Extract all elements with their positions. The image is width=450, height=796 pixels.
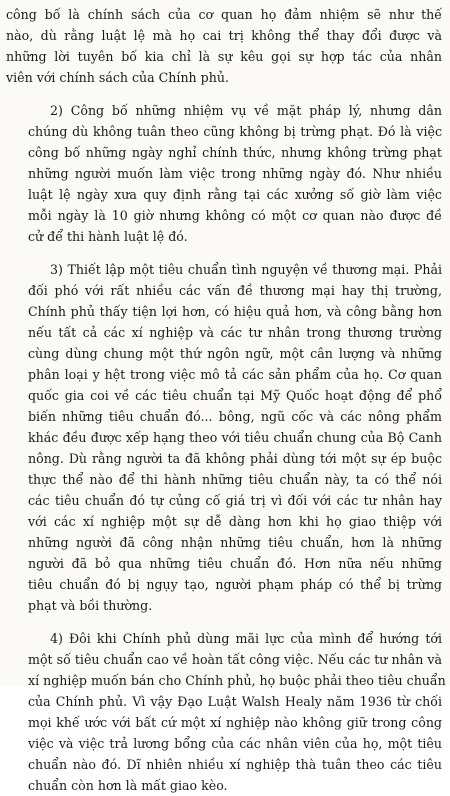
text-line: nào, dù rằng luật lệ mà họ cai trị không thể thay đổi được và (6, 28, 442, 43)
text-line: thực thể nào để thi hành những tiêu chuẩn này, ta có thể nói (28, 472, 442, 487)
text-line: biến những tiêu chuẩn đó... bông, ngũ cốc và các nông phẩm (28, 409, 442, 424)
text-line: một số tiêu chuẩn cao về hoàn tất công việc. Nếu các tư nhân và (28, 652, 442, 667)
text-line: đối phó với rất nhiều các vấn đề thương mại hay thị trường, (28, 283, 442, 298)
text-line: những người muốn làm việc trong những ngày đó. Như nhiều (28, 166, 442, 181)
text-line: tiêu chuẩn đó bị ngụy tạo, người phạm pháp có thể bị trừng (28, 577, 442, 592)
text-line: Chính phủ thấy tiện lợi hơn, có hiệu quả hơn, và công bằng hơn (28, 304, 442, 319)
text-line: 4) Đôi khi Chính phủ dùng mãi lực của mình để hướng tới (50, 631, 442, 646)
text-line: chuẩn nào đó. Dĩ nhiên nhiều xí nghiệp thà tuân theo các tiêu (28, 757, 442, 772)
text-line: nông. Dù rằng người ta đã không phải dùng tới một sự ép buộc (28, 451, 442, 466)
paragraph-gap (6, 88, 442, 100)
text-line: 2) Công bố những nhiệm vụ về mặt pháp lý, nhưng dân (50, 103, 442, 118)
text-line: việc và việc trả lương bổng của các nhân viên của họ, một tiêu (28, 736, 442, 751)
paragraph-1 (6, 4, 442, 88)
text-line: mỗi ngày là 10 giờ nhưng không có một cơ quan nào được đề (28, 208, 442, 223)
text-line: viên với chính sách của Chính phủ. (6, 70, 229, 85)
text-line: chúng dù không tuân theo cũng không bị trừng phạt. Đó là việc (28, 124, 442, 139)
text-line: những lời tuyên bố kia chỉ là sự kêu gọi sự hợp tác của nhân (6, 49, 442, 64)
text-line: 3) Thiết lập một tiêu chuẩn tình nguyện về thương mại. Phải (50, 262, 442, 277)
text-line: mọi khế ước với bất cứ một xí nghiệp nào không giữ trong công (28, 715, 442, 730)
text-line: quốc gia coi về các tiêu chuẩn tại Mỹ Quốc hoạt động để phổ (28, 388, 442, 403)
paragraph-gap (6, 247, 442, 259)
paragraph-2 (6, 100, 442, 247)
paragraph-4 (6, 628, 446, 796)
text-line: xí nghiệp muốn bán cho Chính phủ, họ buộc phải theo tiêu chuẩn (28, 673, 446, 688)
text-line: các tiêu chuẩn đó tự củng cố giá trị vì đối với các tư nhân hay (28, 493, 442, 508)
text-line: công bố là chính sách của cơ quan họ đảm nhiệm sẽ như thế (6, 7, 442, 22)
text-line: nếu tất cả các xí nghiệp và các tư nhân trong thương trường (28, 325, 442, 340)
text-line: chuẩn còn hơn là mất giao kèo. (28, 778, 228, 793)
paragraph-3 (6, 259, 442, 616)
text-line: phạt và bồi thường. (28, 598, 153, 613)
text-line: với các xí nghiệp một sự dễ dàng hơn khi họ giao thiệp với (28, 514, 442, 529)
text-line: khác đều được xếp hạng theo với tiêu chuẩn chung của Bộ Canh (28, 430, 442, 445)
text-line: cùng dùng chung một thứ ngôn ngữ, một cân lượng và những (28, 346, 442, 361)
text-line: của Chính phủ. Vì vậy Đạo Luật Walsh Healy năm 1936 từ chối (28, 694, 442, 709)
text-line: phân loại y hệt trong việc mô tả các sản phẩm của họ. Cơ quan (28, 367, 442, 382)
text-line: luật lệ ngày xưa quy định rằng tại các xưởng số giờ làm việc (28, 187, 442, 202)
paragraph-gap (6, 616, 442, 628)
text-line: công bố những ngày nghỉ chính thức, nhưng không trừng phạt (28, 145, 442, 160)
text-line: những người đã công nhận những tiêu chuẩn, hơn là những (28, 535, 442, 550)
text-line: cử để thi hành luật lệ đó. (28, 229, 188, 244)
text-line: người đã bỏ qua những tiêu chuẩn đó. Hơn nữa nếu những (28, 556, 442, 571)
